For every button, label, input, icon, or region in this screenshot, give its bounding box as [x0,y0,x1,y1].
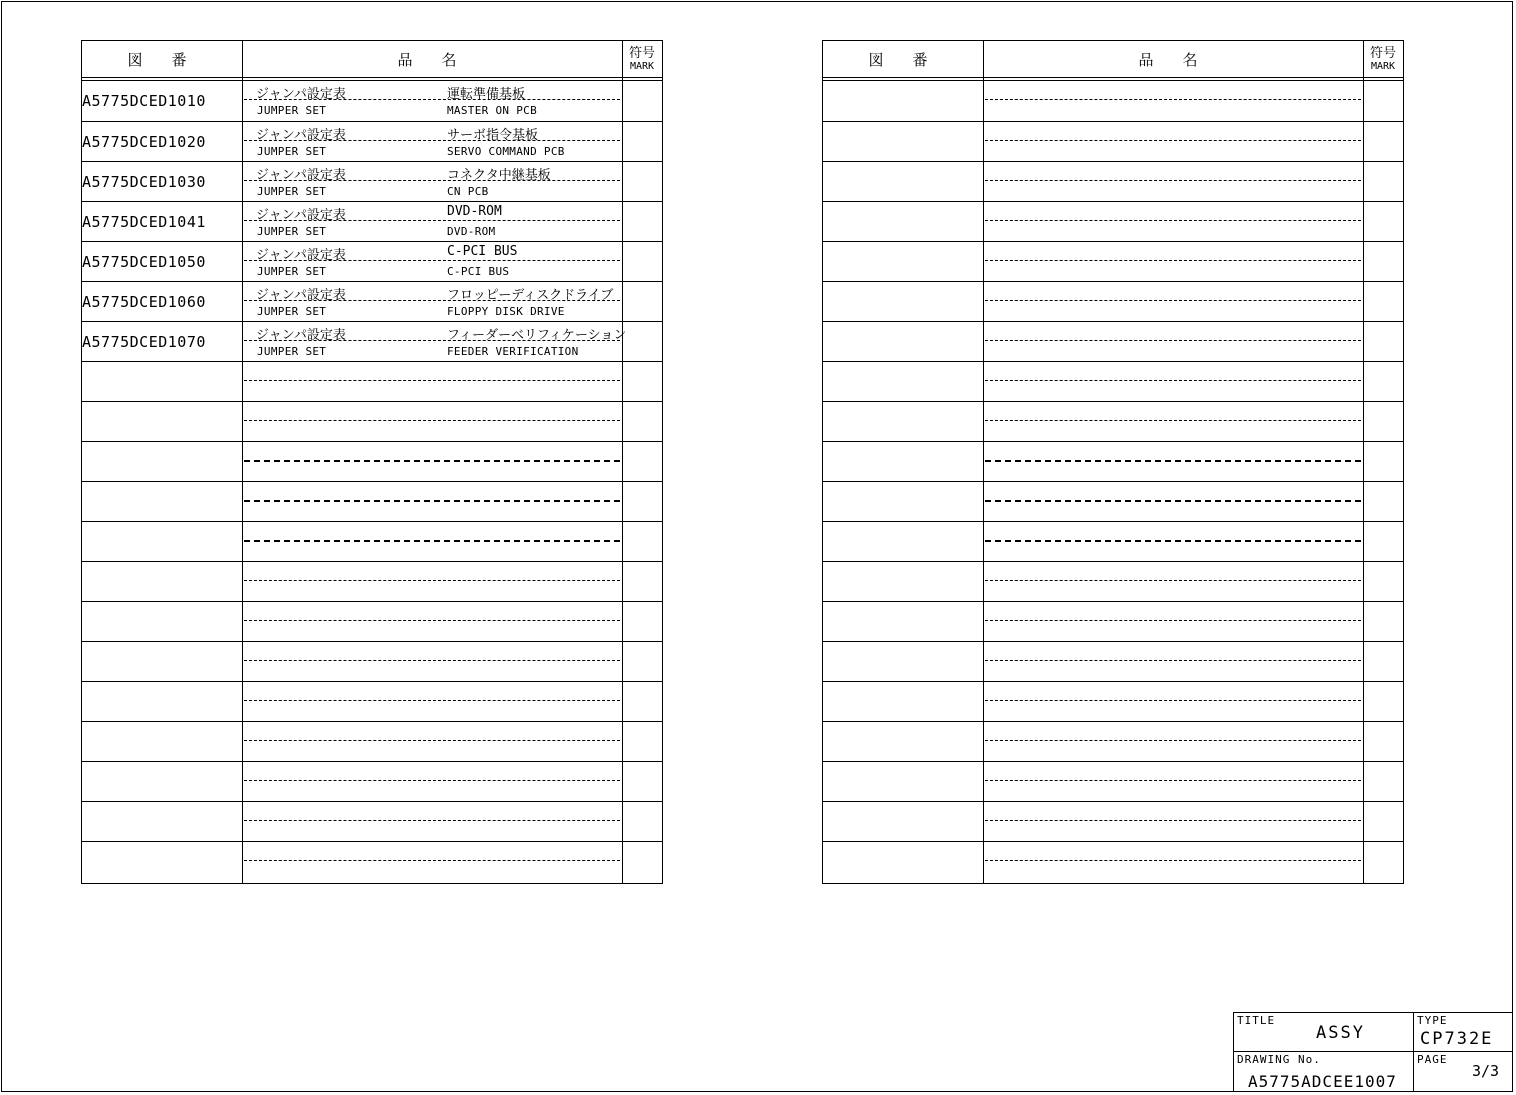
name-guide-line [244,540,620,542]
name-guide-line [985,500,1361,502]
part-name-cell [983,162,1363,201]
name-guide-line [985,700,1361,701]
part-desc-en: CN PCB [447,185,489,198]
table-row [823,761,1403,801]
table-row [82,441,662,481]
drawing-number-cell: A5775DCED1050 [82,252,206,271]
table-row [823,161,1403,201]
name-guide-line [985,180,1361,181]
part-desc-jp: DVD-ROM [447,204,502,219]
part-name-en: JUMPER SET [257,305,327,318]
title-value: ASSY [1316,1023,1365,1043]
table-row [823,241,1403,281]
table-row [823,721,1403,761]
name-guide-line [985,740,1361,741]
header-mark [1363,41,1403,77]
table-row [82,481,662,521]
part-name-jp: ジャンパ設定表 [256,208,346,223]
drawing-number-cell [823,202,983,241]
header-part-name: 品 名 [983,41,1364,77]
table-row [823,441,1403,481]
part-name-en: JUMPER SET [257,145,327,158]
name-guide-line [244,860,620,861]
drawing-number-cell [823,242,983,281]
part-desc-en: SERVO COMMAND PCB [447,145,565,158]
name-guide-line [985,580,1361,581]
type-cell [1414,1013,1512,1052]
drawing-number-cell [82,642,242,681]
part-name-cell [242,362,622,401]
name-guide-line [985,140,1361,141]
name-guide-line [985,300,1361,301]
part-name-cell [242,802,622,841]
drawing-number-cell [823,162,983,201]
part-name-jp: ジャンパ設定表 [256,328,346,343]
page-cell [1414,1052,1512,1091]
drawing-number-label: DRAWING No. [1237,1053,1321,1066]
drawing-number-cell [82,562,242,601]
drawing-number-cell [823,522,983,561]
parts-table-right [822,40,1404,884]
part-name-cell [983,602,1363,641]
drawing-number-cell [823,122,983,161]
part-desc-jp: サーボ指令基板 [447,128,539,143]
type-value: CP732E [1420,1029,1494,1049]
table-row [823,361,1403,401]
title-cell [1234,1013,1414,1052]
part-name-cell [983,682,1363,721]
table-row [823,521,1403,561]
part-name-cell [983,442,1363,481]
table-row [823,801,1403,841]
drawing-number-cell: A5775DCED1070 [82,332,206,351]
part-name-cell [242,562,622,601]
part-name-cell [242,522,622,561]
drawing-number-cell [823,682,983,721]
part-desc-jp: フィーダーベリフィケーション [447,328,627,343]
header-mark [622,41,662,77]
name-guide-line [985,620,1361,621]
drawing-number-cell [823,722,983,761]
part-name-en: JUMPER SET [257,185,327,198]
parts-table-left [81,40,663,884]
part-name-cell [242,482,622,521]
name-guide-line [985,340,1361,341]
table-row [82,761,662,801]
header-mark-en: MARK [629,60,655,72]
part-desc-en: C-PCI BUS [447,265,510,278]
drawing-number-cell [82,762,242,801]
table-row [823,641,1403,681]
part-name-cell [983,322,1363,361]
table-row [82,721,662,761]
drawing-number-cell [82,802,242,841]
header-mark-jp: 符号 [628,45,655,61]
drawing-number-cell [82,842,242,881]
drawing-number-cell [823,482,983,521]
table-header [82,41,662,81]
drawing-number-cell: A5775DCED1041 [82,212,206,231]
part-name-cell [983,362,1363,401]
part-name-cell [242,642,622,681]
part-name-jp: ジャンパ設定表 [256,128,346,143]
name-guide-line [985,380,1361,381]
drawing-number-cell [82,402,242,441]
drawing-number-cell [82,722,242,761]
part-name-cell [242,282,622,321]
part-name-cell [242,162,622,201]
part-name-cell [242,122,622,161]
part-name-en: JUMPER SET [257,345,327,358]
part-desc-en: MASTER ON PCB [447,104,537,117]
name-guide-line [985,260,1361,261]
name-guide-line [985,540,1361,542]
table-row [823,681,1403,721]
part-name-cell [983,282,1363,321]
drawing-number-cell [823,282,983,321]
table-row [82,361,662,401]
part-name-cell [983,122,1363,161]
drawing-number-cell: A5775DCED1020 [82,132,206,151]
table-row [82,601,662,641]
table-row [82,401,662,441]
table-row [82,561,662,601]
name-guide-line [244,660,620,661]
drawing-number-cell [823,802,983,841]
name-guide-line [244,700,620,701]
part-name-cell [242,202,622,241]
part-name-cell [242,402,622,441]
part-name-cell [983,642,1363,681]
part-name-en: JUMPER SET [257,104,327,117]
header-mark-en: MARK [1370,60,1396,72]
part-desc-en: FLOPPY DISK DRIVE [447,305,565,318]
drawing-number-cell [82,682,242,721]
title-label: TITLE [1237,1014,1276,1027]
table-row [82,241,662,281]
drawing-number-cell [82,482,242,521]
drawing-number-cell: A5775DCED1030 [82,172,206,191]
name-guide-line [244,820,620,821]
table-row [823,481,1403,521]
name-guide-line [244,620,620,621]
table-row [82,641,662,681]
drawing-number-cell [823,362,983,401]
table-row [82,801,662,841]
part-name-cell [242,322,627,361]
table-row [823,841,1403,881]
part-desc-jp: C-PCI BUS [447,244,518,259]
drawing-number-cell [823,562,983,601]
part-name-cell [983,482,1363,521]
drawing-number-cell [823,842,983,881]
drawing-number-cell [82,442,242,481]
table-row [82,161,662,201]
name-guide-line [244,580,620,581]
table-row [823,321,1403,361]
table-row [823,121,1403,161]
name-guide-line [985,99,1361,100]
name-guide-line [985,780,1361,781]
name-guide-line [985,820,1361,821]
part-name-cell [242,842,622,881]
name-guide-line [244,420,620,421]
table-row [823,201,1403,241]
header-part-name: 品 名 [242,41,623,77]
table-row [82,121,662,161]
name-guide-line [985,660,1361,661]
drawing-number-cell [1234,1052,1414,1091]
name-guide-line [985,420,1361,421]
part-name-cell [242,442,622,481]
drawing-number-value: A5775ADCEE1007 [1248,1072,1397,1091]
part-name-cell [983,762,1363,801]
part-name-cell [983,81,1363,120]
name-guide-line [985,220,1361,221]
drawing-number-cell [823,602,983,641]
drawing-number-cell [823,762,983,801]
part-name-cell [242,722,622,761]
drawing-number-cell: A5775DCED1010 [82,91,206,110]
part-desc-jp: 運転準備基板 [447,87,526,102]
name-guide-line [244,740,620,741]
part-name-cell [242,602,622,641]
part-name-cell [983,202,1363,241]
part-desc-jp: コネクタ中継基板 [447,168,551,183]
part-name-cell [983,402,1363,441]
part-name-jp: ジャンパ設定表 [256,87,346,102]
table-row [823,601,1403,641]
part-name-cell [983,802,1363,841]
table-header [823,41,1403,81]
part-name-cell [983,522,1363,561]
drawing-number-cell [82,602,242,641]
table-row [823,81,1403,121]
drawing-number-cell [823,442,983,481]
part-name-cell [983,722,1363,761]
table-row [82,841,662,881]
name-guide-line [985,860,1361,861]
drawing-number-cell [823,642,983,681]
drawing-number-cell [82,362,242,401]
part-name-cell [983,842,1363,881]
drawing-number-cell [823,402,983,441]
drawing-number-cell [823,81,983,120]
table-row [823,401,1403,441]
name-guide-line [244,500,620,502]
drawing-number-cell [82,522,242,561]
table-row [823,281,1403,321]
table-row [82,521,662,561]
name-guide-line [244,380,620,381]
name-guide-line [244,460,620,462]
drawing-number-cell: A5775DCED1060 [82,292,206,311]
table-row [823,561,1403,601]
page-label: PAGE [1417,1053,1448,1066]
part-name-cell [983,242,1363,281]
table-row [82,681,662,721]
table-row [82,201,662,241]
part-name-cell [983,562,1363,601]
header-mark-jp: 符号 [1369,45,1396,61]
part-desc-jp: フロッピーディスクドライブ [447,288,614,303]
part-name-cell [242,762,622,801]
type-label: TYPE [1417,1014,1448,1027]
title-block [1233,1012,1513,1092]
name-guide-line [985,460,1361,462]
part-name-jp: ジャンパ設定表 [256,168,346,183]
table-row [82,321,662,361]
part-name-jp: ジャンパ設定表 [256,288,346,303]
table-row [82,281,662,321]
part-name-cell [242,242,622,281]
part-name-cell [242,682,622,721]
part-name-en: JUMPER SET [257,225,327,238]
part-name-jp: ジャンパ設定表 [256,248,346,263]
part-desc-en: FEEDER VERIFICATION [447,345,579,358]
part-name-en: JUMPER SET [257,265,327,278]
header-drawing-number: 図 番 [82,41,243,77]
page-value: 3/3 [1472,1062,1500,1080]
name-guide-line [244,780,620,781]
part-desc-en: DVD-ROM [447,225,496,238]
header-drawing-number: 図 番 [823,41,984,77]
table-row [82,81,662,121]
part-name-cell [242,81,622,120]
drawing-number-cell [823,322,983,361]
